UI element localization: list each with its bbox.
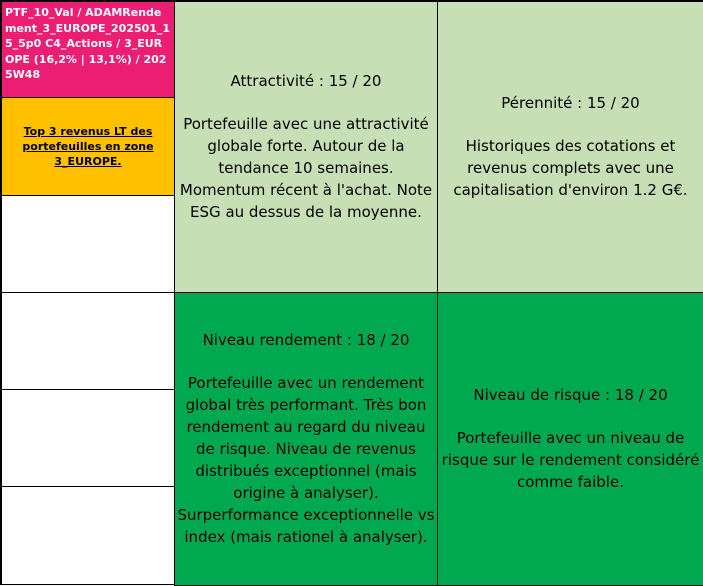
risque-card (437, 292, 703, 586)
rendement-card (174, 292, 438, 586)
rendement-description: Portefeuille avec un rendement global très performant. Très bon rendement au regard du niveau de risque. Niveau de revenus distribués exceptionnel (mais origine à analyser). Surperformance exceptionnelle vs index (mais rationel à analyser). (177, 374, 435, 546)
empty-cell-3 (1, 389, 175, 487)
rendement-title: Niveau rendement : 18 / 20 (202, 331, 410, 349)
attractivite-description: Portefeuille avec une attractivité globale forte. Autour de la tendance 10 semaines. Momentum récent à l'achat. Note ESG au dessus de la moyenne. (179, 115, 433, 221)
portfolio-header-text: PTF_10_Val / ADAMRendement_3_EUROPE_202501_15_5p0 C4_Actions / 3_EUROPE (16,2% | 13,1%) / 2025W48 (5, 6, 171, 81)
empty-cell-1 (1, 195, 175, 293)
perennite-title: Pérennité : 15 / 20 (501, 94, 640, 112)
empty-cell-2 (1, 292, 175, 390)
perennite-card (437, 1, 703, 293)
risque-description: Portefeuille avec un niveau de risque sur le rendement considéré comme faible. (441, 429, 700, 491)
empty-cell-4 (1, 486, 175, 585)
top-revenus-label: Top 3 revenus LT des portefeuilles en zone 3_EUROPE. (22, 125, 154, 168)
attractivite-card (174, 1, 438, 293)
top-revenus-label-cell (1, 97, 175, 196)
portfolio-header-cell (1, 1, 175, 98)
perennite-description: Historiques des cotations et revenus complets avec une capitalisation d'environ 1.2 G€. (453, 137, 688, 199)
risque-title: Niveau de risque : 18 / 20 (473, 386, 668, 404)
attractivite-title: Attractivité : 15 / 20 (230, 72, 382, 90)
